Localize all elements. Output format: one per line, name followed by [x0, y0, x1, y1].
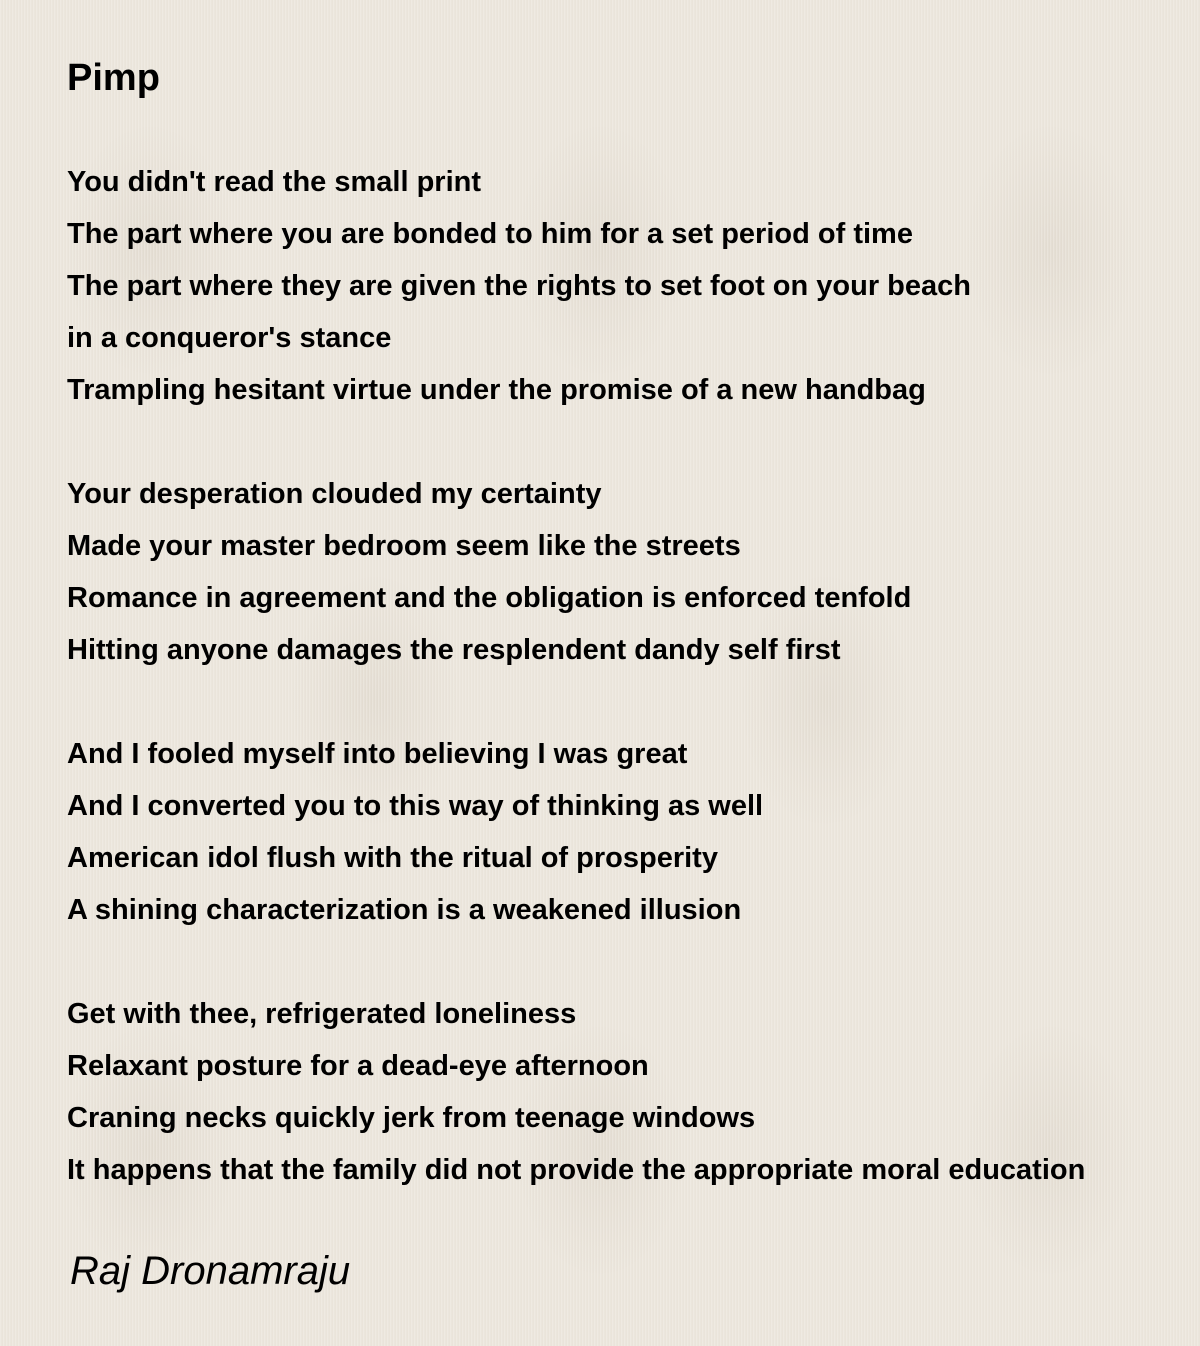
poem-author: Raj Dronamraju	[70, 1249, 351, 1293]
stanza	[67, 156, 1200, 416]
poem-line: Get with thee, refrigerated loneliness	[67, 998, 577, 1030]
poem-line: You didn't read the small print	[67, 166, 482, 198]
poem-line: Trampling hesitant virtue under the promise of a new handbag	[67, 374, 926, 406]
poem-line: And I fooled myself into believing I was great	[67, 738, 688, 770]
poem-line: It happens that the family did not provide the appropriate moral education	[67, 1154, 1086, 1186]
poem-line: Hitting anyone damages the resplendent dandy self first	[67, 634, 841, 666]
stanza	[67, 728, 1200, 936]
poem-line: Craning necks quickly jerk from teenage windows	[67, 1102, 756, 1134]
stanza	[67, 988, 1200, 1196]
poem-line: The part where you are bonded to him for a set period of time	[67, 218, 913, 250]
poem-line: Made your master bedroom seem like the streets	[67, 530, 741, 562]
poem-line: Romance in agreement and the obligation is enforced tenfold	[67, 582, 912, 614]
poem-title: Pimp	[67, 57, 160, 99]
poem-line: Your desperation clouded my certainty	[67, 478, 602, 510]
poem-line: A shining characterization is a weakened illusion	[67, 894, 742, 926]
poem	[67, 52, 1200, 1248]
poem-line: The part where they are given the rights to set foot on your beach	[67, 270, 971, 302]
stanza	[67, 468, 1200, 676]
poem-line: And I converted you to this way of thinking as well	[67, 790, 764, 822]
poem-line: Relaxant posture for a dead-eye afternoon	[67, 1050, 649, 1082]
poem-body	[67, 156, 1200, 1196]
poem-line: American idol flush with the ritual of prosperity	[67, 842, 718, 874]
poem-line: in a conqueror's stance	[67, 322, 392, 354]
